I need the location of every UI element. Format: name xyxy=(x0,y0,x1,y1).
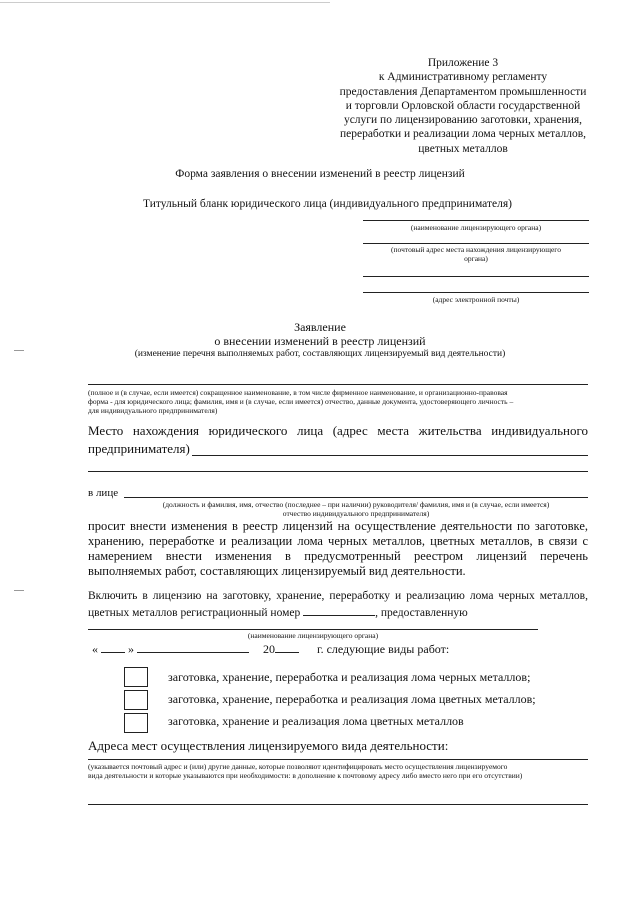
issuer-caption: (наименование лицензирующего органа) xyxy=(247,631,379,640)
representative-line[interactable] xyxy=(124,497,588,498)
checkbox-ferrous-full[interactable] xyxy=(124,667,148,687)
addresses-caption-line: вида деятельности и которые указываются при необходимости: в дополнение к почтовому адресу либо вместо него при его отсутствии) xyxy=(88,771,523,780)
registration-number-label: цветных металлов регистрационный номер xyxy=(88,607,301,619)
appendix-header xyxy=(318,56,608,156)
date-quote-close: » xyxy=(128,642,134,656)
representative-caption xyxy=(124,500,588,518)
include-text: Включить в лицензию на заготовку, хранение, переработку и реализацию лома черных металлов, xyxy=(88,590,588,602)
applicant-caption-line: (полное и (в случае, если имеется) сокращенное наименование, в том числе фирменное наименование, и организационно-правовая xyxy=(88,388,508,397)
date-day-input[interactable] xyxy=(101,642,125,653)
representative-caption-line: отчество индивидуального предпринимателя) xyxy=(282,509,430,518)
appendix-line: к Административному регламенту xyxy=(378,71,548,84)
email-line[interactable] xyxy=(363,292,589,293)
request-line: хранению, переработке и реализации лома черных металлов, цветных металлов, в связи с xyxy=(88,534,588,548)
addresses-label: Адреса мест осуществления лицензируемого вида деятельности: xyxy=(88,738,449,753)
date-year-input[interactable] xyxy=(275,642,299,653)
checkbox-nonferrous-full[interactable] xyxy=(124,690,148,710)
appendix-line: услуги по лицензированию заготовки, хранения, xyxy=(343,114,583,127)
request-line: просит внести изменения в реестр лицензий на осуществление деятельности по заготовке, xyxy=(88,519,588,533)
title-blank-caption: Титульный бланк юридического лица (индивидуального предпринимателя) xyxy=(143,198,512,210)
licensing-authority-caption: (наименование лицензирующего органа) xyxy=(410,223,542,232)
appendix-line: Приложение 3 xyxy=(427,57,499,69)
postal-address-line[interactable] xyxy=(363,243,589,244)
appendix-line: предоставления Департаментом промышленности xyxy=(339,85,587,98)
in-person-label: в лице xyxy=(88,487,119,499)
work-type-label: заготовка, хранение, переработка и реализация лома цветных металлов; xyxy=(168,692,536,706)
request-line: выполняемых работ, составляющих лицензируемый вид деятельности. xyxy=(88,564,466,578)
request-line: намерением внести изменения в предусмотренный реестром лицензий перечень xyxy=(88,549,588,563)
request-paragraph xyxy=(88,519,588,579)
date-suffix: г. следующие виды работ: xyxy=(317,642,450,656)
registration-number-input[interactable] xyxy=(303,605,375,616)
work-type-label: заготовка, хранение и реализация лома цветных металлов xyxy=(168,714,464,728)
applicant-caption-line: для индивидуального предпринимателя) xyxy=(88,406,218,415)
applicant-caption xyxy=(88,388,588,415)
issuer-line[interactable] xyxy=(88,629,538,630)
form-title: Форма заявления о внесении изменений в реестр лицензий xyxy=(175,168,465,180)
addresses-caption xyxy=(88,762,588,780)
licensing-authority-line[interactable] xyxy=(363,220,589,221)
scan-mark xyxy=(14,590,24,591)
date-year-prefix: 20 xyxy=(263,642,275,656)
postal-caption-line: (почтовый адрес места нахождения лицензирующего xyxy=(391,245,561,254)
location-input-line[interactable] xyxy=(192,455,588,456)
checkbox-nonferrous-no-processing[interactable] xyxy=(124,713,148,733)
postal-address-caption xyxy=(363,245,589,263)
date-quote-open: « xyxy=(92,642,98,656)
registration-number-row xyxy=(88,605,468,619)
statement-subheading: о внесении изменений в реестр лицензий xyxy=(214,334,426,348)
appendix-line: цветных металлов xyxy=(418,142,508,155)
provided-label: , предоставленную xyxy=(375,607,468,619)
email-caption: (адрес электронной почты) xyxy=(432,295,520,304)
applicant-caption-line: форма - для юридического лица; фамилия, имя и (в случае, если имеется) отчество, данные документа, удостоверяющего личность – xyxy=(88,397,514,406)
addresses-input-line[interactable] xyxy=(88,759,588,760)
appendix-line: переработки и реализации лома черных металлов, xyxy=(339,128,587,141)
location-label: Место нахождения юридического лица (адрес места жительства индивидуального xyxy=(88,423,588,438)
appendix-line: и торговли Орловской области государственной xyxy=(345,99,581,112)
statement-note: (изменение перечня выполняемых работ, составляющих лицензируемый вид деятельности) xyxy=(134,349,506,359)
location-label-cont: предпринимателя) xyxy=(88,441,190,456)
scan-edge xyxy=(0,2,330,3)
postal-address-line-2[interactable] xyxy=(363,276,589,277)
addresses-input-line-2[interactable] xyxy=(88,804,588,805)
location-input-line-2[interactable] xyxy=(88,471,588,472)
addresses-caption-line: (указывается почтовый адрес и (или) другие данные, которые позволяют идентифицировать место осуществления лицензируемого xyxy=(88,762,508,771)
representative-caption-line: (должность и фамилия, имя, отчество (последнее – при наличии) руководителя/ фамилия, имя и (в случае, если имеется) xyxy=(162,500,550,509)
applicant-name-line[interactable] xyxy=(88,384,588,385)
statement-heading: Заявление xyxy=(294,320,346,334)
date-month-input[interactable] xyxy=(137,642,249,653)
work-type-label: заготовка, хранение, переработка и реализация лома черных металлов; xyxy=(168,670,531,684)
postal-caption-line: органа) xyxy=(464,254,488,263)
date-row xyxy=(92,642,449,657)
